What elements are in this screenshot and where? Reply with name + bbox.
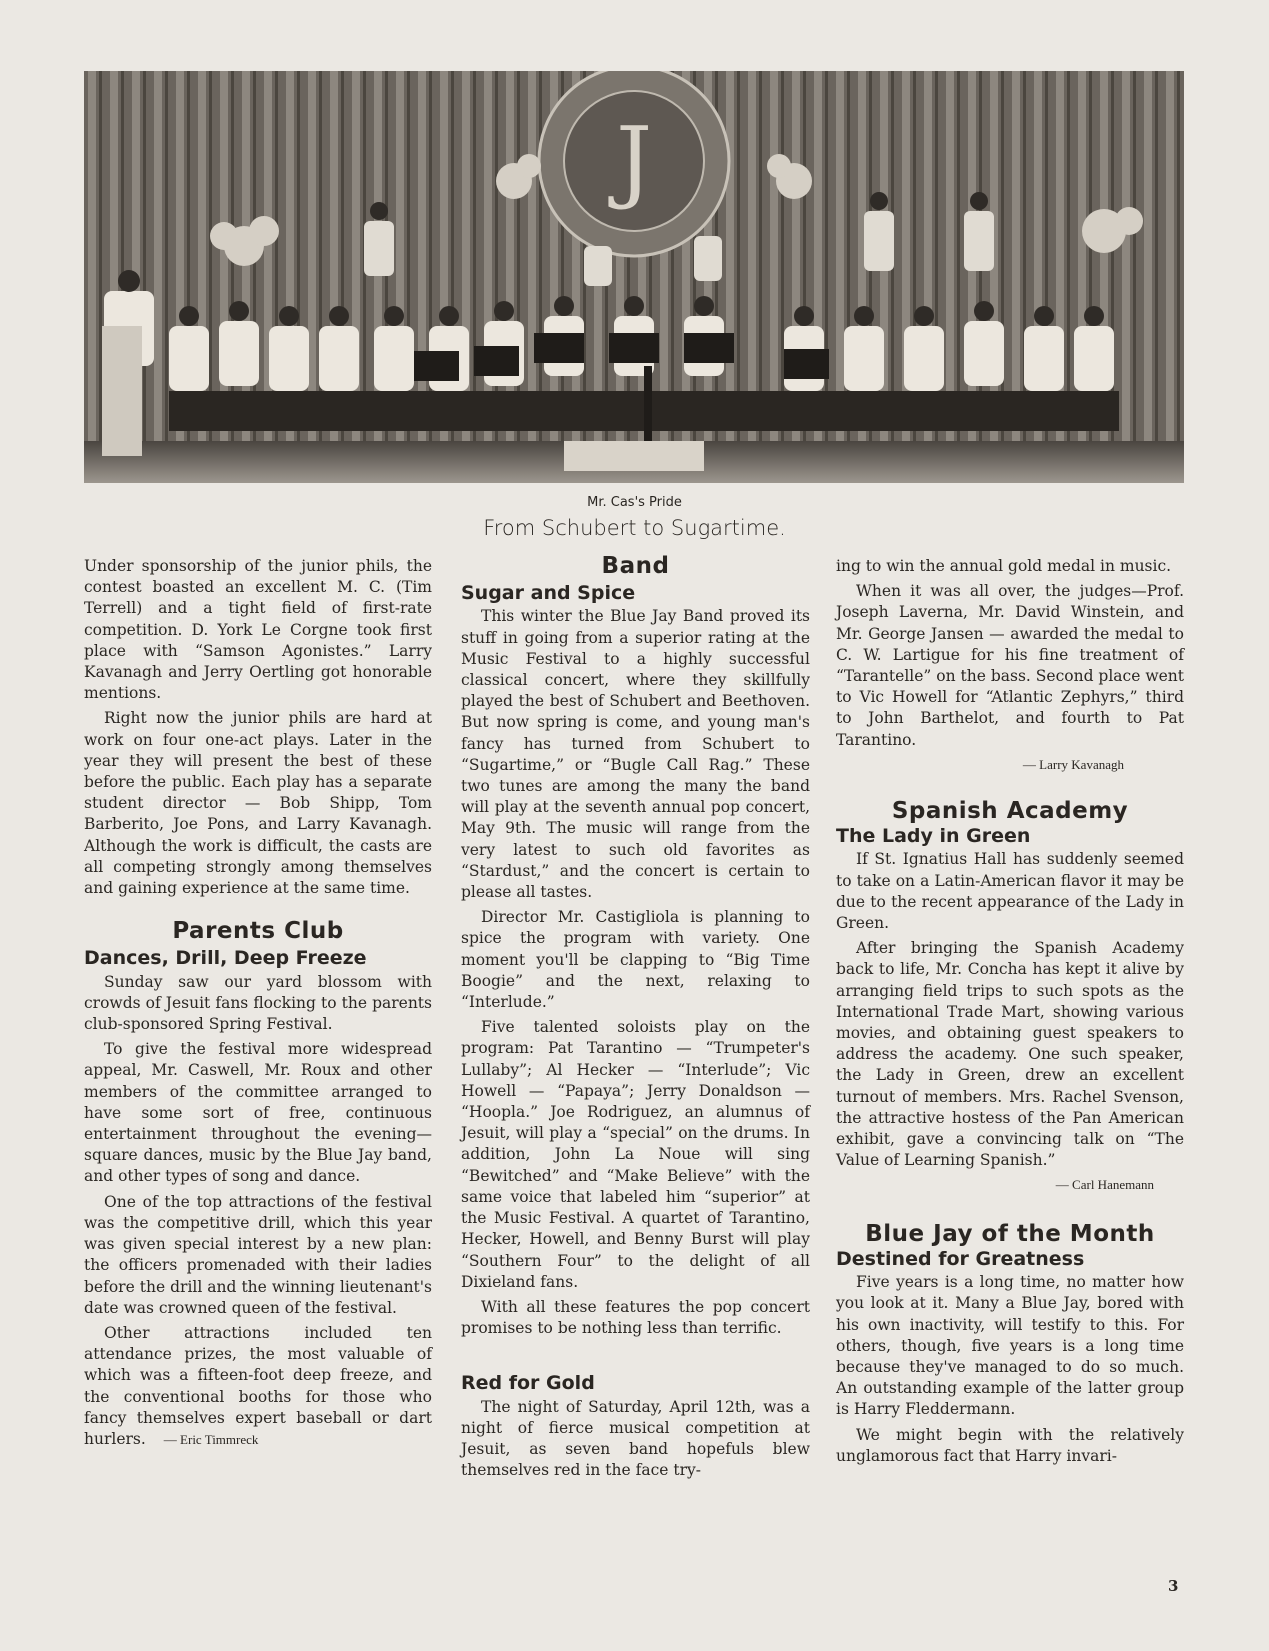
spanish-academy-heading: Spanish Academy: [891, 798, 1129, 825]
gold-medal-paragraph-2: When it was all over, the judges—Prof. Joseph Laverna, Mr. David Winstein, and Mr. George Jansen — awarded the medal to C. W. Lartigue for his fine treatment of “Tarantelle” on the bass. Second place went to Vic Howell for “Atlantic Zephyrs,” third to John Barthelot, and fourth to Pat Tarantino.: [836, 582, 1184, 749]
band-paragraph-2: Director Mr. Castigliola is planning to spice the program with variety. One moment you'll be clapping to “Big Time Boogie” and the next, relaxing to “Interlude.”: [461, 908, 810, 1012]
gold-medal-paragraph-1: ing to win the annual gold medal in music.: [836, 557, 1172, 575]
byline-carl-hanemann: — Carl Hanemann: [1055, 1177, 1154, 1193]
band-subheading: Sugar and Spice: [461, 582, 636, 605]
spanish-academy-paragraph-2: After bringing the Spanish Academy back to life, Mr. Concha has kept it alive by arranging field trips to such spots as the International Trade Mart, showing various movies, and obtaining guest speakers to address the academy. One such speaker, the Lady in Green, drew an excellent turnout of members. Mrs. Rachel Svenson, the attractive hostess of the Pan American exhibit, gave a convincing talk on “The Value of Learning Spanish.”: [836, 939, 1184, 1170]
byline-larry-kavanagh: — Larry Kavanagh: [1022, 756, 1124, 772]
page-number: 3: [1168, 1577, 1179, 1595]
spanish-academy-subheading: The Lady in Green: [836, 825, 1031, 848]
blue-jay-paragraph-1: Five years is a long time, no matter how you look at it. Many a Blue Jay, bored with his own inactivity, will testify to this. For others, though, five years is a long time because they've managed to do so much. An outstanding example of the latter group is Harry Fleddermann.: [836, 1273, 1184, 1419]
blue-jay-subheading: Destined for Greatness: [836, 1247, 1085, 1270]
spanish-academy-paragraph-1: If St. Ignatius Hall has suddenly seemed to take on a Latin-American flavor it may be due to the recent appearance of the Lady in Green.: [836, 850, 1184, 933]
red-for-gold-subheading: Red for Gold: [461, 1372, 595, 1395]
parents-club-paragraph-2: To give the festival more widespread appeal, Mr. Caswell, Mr. Roux and other members of the committee arranged to have some sort of free, continuous entertainment throughout the evening—square dances, music by the Blue Jay band, and other types of song and dance.: [84, 1040, 432, 1186]
band-photo-illustration: [84, 71, 1184, 483]
band-paragraph-3: Five talented soloists play on the program: Pat Tarantino — “Trumpeter's Lullaby”; Al Hecker — “Interlude”; Vic Howell — “Papaya”; Jerry Donaldson — “Hoopla.” Joe Rodriguez, an alumnus of Jesuit, will play a “special” on the drums. In addition, John La Noue will sing “Bewitched” and “Make Believe” with the same voice that labeled him “superior” at the Music Festival. A quartet of Tarantino, Hecker, Howell, and Benny Burst will play “Southern Four” to the delight of all Dixieland fans.: [461, 1018, 810, 1291]
parents-club-subheading: Dances, Drill, Deep Freeze: [84, 947, 367, 970]
photo-caption-credit: Mr. Cas's Pride: [587, 495, 682, 510]
parents-club-paragraph-4-text: Other attractions included ten attendance prizes, the most valuable of which was a fifteen-foot deep freeze, and the conventional booths for those who fancy themselves expert baseball or dart hurlers.: [84, 1323, 432, 1448]
junior-phils-paragraph-2: Right now the junior phils are hard at work on four one-act plays. Later in the year they will present the best of these before the public. Each play has a separate student director — Bob Shipp, Tom Barberito, Joe Pons, and Larry Kavanagh. Although the work is difficult, the casts are all competing strongly among themselves and gaining experience at the same time.: [84, 709, 432, 898]
band-photo: [84, 71, 1184, 483]
parents-club-paragraph-1: Sunday saw our yard blossom with crowds of Jesuit fans flocking to the parents club-sponsored Spring Festival.: [84, 972, 432, 1034]
parents-club-paragraph-4: [84, 1323, 432, 1450]
parents-club-paragraph-3: One of the top attractions of the festival was the competitive drill, which this year was given special interest by a new plan: the officers promenaded with their ladies before the drill and the winning lieutenant's date was crowned queen of the festival.: [84, 1192, 432, 1317]
column-2: [461, 553, 810, 1481]
parents-club-heading: Parents Club: [172, 918, 344, 945]
red-for-gold-paragraph: The night of Saturday, April 12th, was a night of fierce musical competition at Jesuit, as seven band hopefuls blew themselves red in the face try-: [461, 1397, 810, 1480]
column-3: [836, 556, 1184, 1467]
blue-jay-of-the-month-heading: Blue Jay of the Month: [865, 1220, 1155, 1247]
column-1: [84, 556, 432, 1450]
band-heading: Band: [601, 553, 670, 579]
blue-jay-paragraph-2: We might begin with the relatively unglamorous fact that Harry invari-: [836, 1425, 1184, 1465]
svg-text:J: J: [615, 108, 653, 213]
photo-caption: From Schubert to Sugartime.: [483, 516, 786, 540]
band-paragraph-4: With all these features the pop concert promises to be nothing less than terrific.: [461, 1297, 810, 1338]
junior-phils-paragraph-1: Under sponsorship of the junior phils, the contest boasted an excellent M. C. (Tim Terrell) and a tight field of first-rate competition. D. York Le Corgne took first place with “Samson Agonistes.” Larry Kavanagh and Jerry Oertling got honorable mentions.: [84, 557, 432, 703]
band-paragraph-1: This winter the Blue Jay Band proved its stuff in going from a superior rating at the Music Festival to a highly successful classical concert, where they skillfully played the best of Schubert and Beethoven. But now spring is come, and young man's fancy has turned from Schubert to “Sugartime,” or “Bugle Call Rag.” These two tunes are among the many the band will play at the seventh annual pop concert, May 9th. The music will range from the very latest to such old favorites as “Stardust,” and the concert is certain to please all tastes.: [461, 607, 810, 902]
byline-eric-timmreck: — Eric Timmreck: [163, 1431, 259, 1447]
